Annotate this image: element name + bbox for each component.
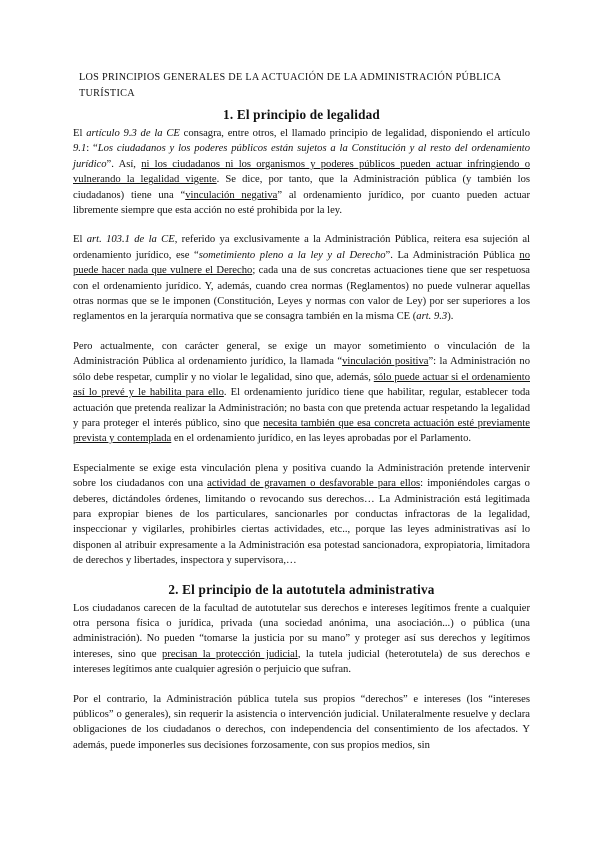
text-run: El <box>73 128 87 139</box>
text-run: : imponiéndoles cargas o deberes, dictándoles órdenes, limitando o revocando sus derechos… La Administración está legitimada para expropiar bienes de los particulares, sancionarles por conductas infractoras de la legalidad, inspeccionar y vigilarles, prohibirles ciertas actividades, etc.., porque las leyes administrativas así lo disponen al atribuir expresamente a la Administración esa potestad sancionadora, expropiatoria, limitadora de derechos y libertades, inspectora y supervisora,… <box>73 478 530 567</box>
text-run: . Se dice, por tanto, que la Administración pública (y también los ciudadanos) tiene una “ <box>73 174 530 201</box>
document-page <box>73 70 530 767</box>
text-run: Pero actualmente, con carácter general, se exige un mayor sometimiento o vinculación de la Administración Pública al ordenamiento jurídico, la llamada “ <box>73 340 530 368</box>
text-run: : “ <box>86 143 98 155</box>
text-run: . El ordenamiento jurídico tiene que habilitar, regular, establecer toda actuación que pretenda realizar la Administración; no basta con que pretenda actuar respetando la legalidad y para proteger el interés público, sino que <box>73 387 530 429</box>
text-run: ”. Así, <box>106 158 142 170</box>
underlined-text: ni los ciudadanos ni los organismos y poderes públicos pueden actuar infringiendo o vulnerando la legalidad vigente <box>73 158 530 186</box>
paragraph <box>73 692 530 754</box>
text-run: El <box>73 234 87 246</box>
text-run: en el ordenamiento jurídico, en las leyes aprobadas por el Parlamento. <box>171 433 472 445</box>
underlined-text: vinculación negativa <box>185 189 278 201</box>
italic-text: sometimiento pleno a la ley y al Derecho <box>198 249 386 261</box>
text-run: , referido ya exclusivamente a la Administración Pública, reitera esa sujeción al ordenamiento jurídico, ese “ <box>73 234 531 261</box>
underlined-text: precisan la protección judicial <box>162 648 298 660</box>
italic-text: 9.1 <box>73 143 87 155</box>
text-run: consagra, entre otros, el llamado principio de legalidad, disponiendo el artículo <box>179 128 530 139</box>
paragraph <box>73 461 530 569</box>
text-run: , la tutela judicial (heterotutela) de sus derechos e intereses legítimos ante cualquier agresión o perjuicio que sufran. <box>73 648 530 676</box>
italic-text: art. 9.3 <box>416 311 448 323</box>
text-run: ”. La Administración Pública <box>385 249 520 261</box>
section-1-heading: 1. El principio de legalidad <box>223 107 380 122</box>
italic-text: Los ciudadanos y los poderes públicos están sujetos a la Constitución y al resto del ordenamiento jurídico <box>73 143 530 170</box>
document-title: LOS PRINCIPIOS GENERALES DE LA ACTUACIÓN DE LA ADMINISTRACIÓN PÚBLICA TURÍSTICA <box>79 72 501 99</box>
section-2-heading: 2. El principio de la autotutela administrativa <box>168 581 435 597</box>
text-run: Especialmente se exige esta vinculación plena y positiva cuando la Administración pretende intervenir sobre los ciudadanos con una <box>73 462 530 490</box>
text-run: ). <box>447 311 454 323</box>
italic-text: art. 103.1 de la CE <box>86 234 175 246</box>
text-run: ; cada una de sus concretas actuaciones tiene que ser respetuosa con el ordenamiento jurídico. Y, además, cuando crea normas (Reglamentos) no puede vulnerar aquellas otras normas que se le imponen (Constitución, Leyes y normas con valor de Ley) por ser superiores a los reglamentos en la jerarquía normativa que se consagra también en la misma CE ( <box>73 265 531 323</box>
italic-text: artículo 9.3 de la CE <box>86 128 180 139</box>
underlined-text: no puede hacer nada que vulnere el Derecho <box>73 249 530 277</box>
paragraph <box>73 601 530 678</box>
text-run: Los ciudadanos carecen de la facultad de autotutelar sus derechos e intereses legítimos frente a cualquier otra persona física o jurídica, privada (una sociedad anónima, una asociación...) o pública (una administración). No pueden “tomarse la justicia por su mano” y proteger así sus derechos y legítimos intereses, sino que <box>73 602 530 660</box>
paragraph <box>73 126 530 218</box>
text-run: ”: la Administración no sólo debe respetar, cumplir y no violar le legalidad, sino que, además, <box>73 356 530 383</box>
underlined-text: actividad de gravamen o desfavorable para ellos <box>207 478 421 490</box>
paragraph <box>73 339 530 447</box>
underlined-text: vinculación positiva <box>342 356 429 368</box>
text-run: ” al ordenamiento jurídico, por cuanto pueden actuar libremente siempre que esta acción no esté prohibida por la ley. <box>73 189 531 217</box>
text-run: Por el contrario, la Administración pública tutela sus propios “derechos” e intereses (los “intereses públicos” o generales), sin requerir la asistencia o intervención judicial. Unilateralmente resuelve y declara obligaciones de los ciudadanos o derechos, con independencia del consentimiento de los afectados. Y además, puede imponerles sus decisiones forzosamente, con sus propios medios, sin <box>73 693 530 751</box>
underlined-text: necesita también que esa concreta actuación esté previamente prevista y contemplada <box>73 417 530 445</box>
paragraph <box>73 232 530 324</box>
underlined-text: sólo puede actuar si el ordenamiento así lo prevé y le habilita para ello <box>73 371 530 399</box>
